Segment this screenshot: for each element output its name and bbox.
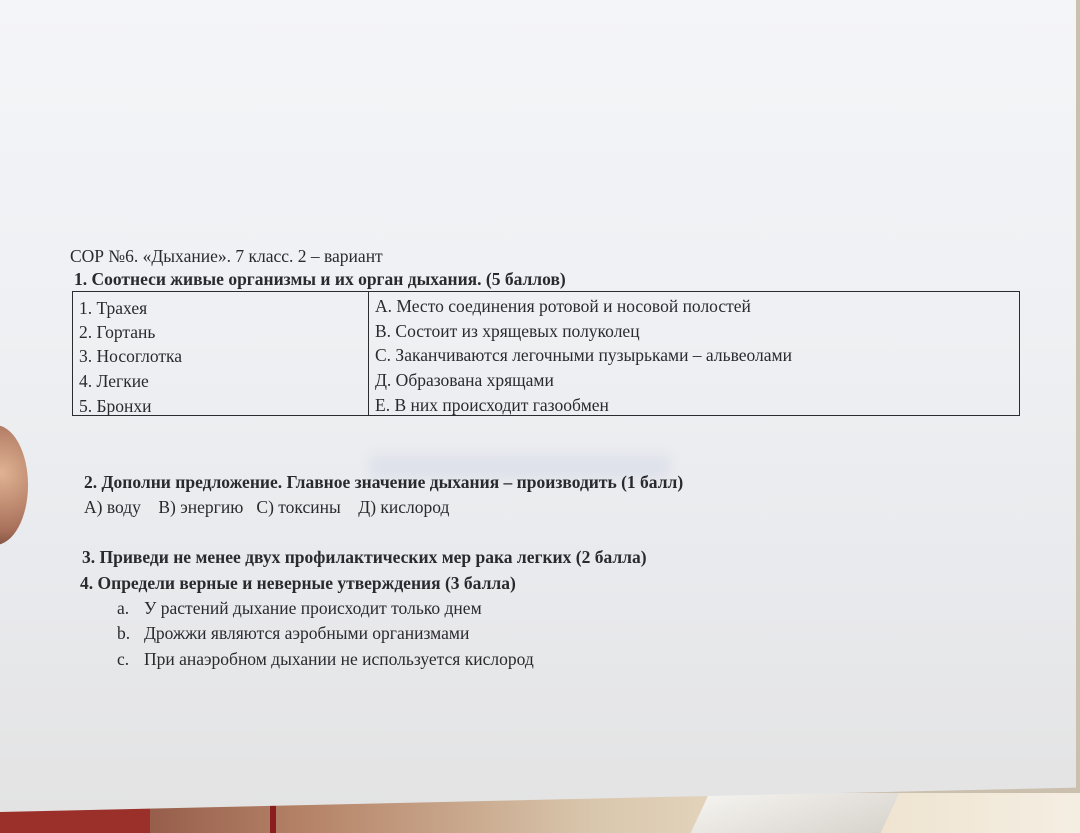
task2-title: 2. Дополни предложение. Главное значение дыхания – производить (1 балл)	[84, 472, 684, 492]
left-item-4: 4. Легкие	[79, 371, 149, 391]
task4-marker-c: c.	[117, 649, 130, 669]
matching-table	[72, 291, 1020, 416]
table-divider	[368, 292, 369, 415]
right-item-d: Д. Образована хрящами	[375, 370, 554, 390]
background-paper	[691, 793, 900, 833]
left-item-3: 3. Носоглотка	[79, 346, 183, 366]
task3-title: 3. Приведи не менее двух профилактических мер рака легких (2 балла)	[82, 547, 647, 567]
right-item-e: Е. В них происходит газообмен	[375, 395, 609, 415]
task2-options: А) воду В) энергию С) токсины Д) кислород	[84, 497, 450, 517]
worksheet-header: СОР №6. «Дыхание». 7 класс. 2 – вариант	[70, 246, 383, 266]
task4-item-c: При анаэробном дыхании не используется кислород	[144, 649, 534, 669]
task4-marker-a: a.	[117, 598, 130, 618]
task4-item-b: Дрожжи являются аэробными организмами	[144, 623, 470, 643]
task4-title: 4. Определи верные и неверные утверждения (3 балла)	[80, 573, 516, 593]
right-item-a: А. Место соединения ротовой и носовой полостей	[375, 296, 751, 316]
left-item-2: 2. Гортань	[79, 322, 156, 342]
task4-item-a: У растений дыхание происходит только днем	[144, 598, 482, 618]
task4-marker-b: b.	[117, 623, 131, 643]
background-red-stripe	[270, 803, 276, 833]
left-item-5: 5. Бронхи	[79, 396, 152, 416]
task1-title: 1. Соотнеси живые организмы и их орган дыхания. (5 баллов)	[74, 269, 566, 289]
right-item-b: В. Состоит из хрящевых полуколец	[375, 321, 640, 341]
right-item-c: С. Заканчиваются легочными пузырьками – альвеолами	[375, 345, 792, 365]
left-item-1: 1. Трахея	[79, 298, 148, 318]
